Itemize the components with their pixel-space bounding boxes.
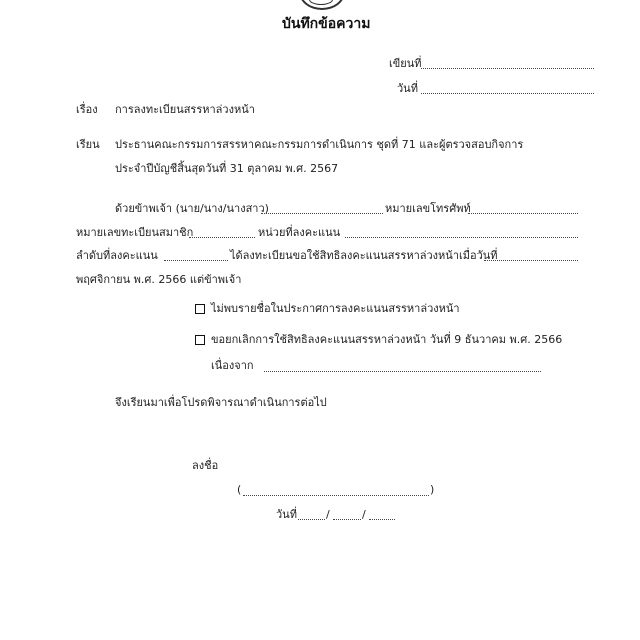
signature-year-field[interactable] — [369, 519, 395, 520]
option-cancel-checkbox[interactable] — [195, 335, 205, 345]
member-number-label: หมายเลขทะเบียนสมาชิก — [76, 226, 194, 239]
signature-date-sep-2: / — [362, 508, 366, 521]
cancel-reason-label: เนื่องจาก — [211, 359, 254, 372]
signer-name-field[interactable] — [243, 495, 429, 496]
registered-date-field[interactable] — [484, 260, 578, 261]
registered-text: ได้ลงทะเบียนขอใช้สิทธิลงคะแนนสรรหาล่วงหน้าเมื่อวันที่ — [230, 249, 498, 262]
addressee-label: เรียน — [76, 138, 100, 151]
organization-seal-logo — [299, 0, 345, 10]
voting-unit-field[interactable] — [345, 237, 578, 238]
phone-field[interactable] — [468, 213, 578, 214]
written-at-label: เขียนที่ — [389, 57, 422, 70]
option-not-found-checkbox[interactable] — [195, 304, 205, 314]
signature-date-sep-1: / — [326, 508, 330, 521]
written-at-field[interactable] — [421, 68, 594, 69]
signature-date-label: วันที่ — [276, 508, 297, 521]
vote-order-label: ลำดับที่ลงคะแนน — [76, 249, 158, 262]
addressee-line-1: ประธานคณะกรรมการสรรหาคณะกรรมการดำเนินการ ชุดที่ 71 และผู้ตรวจสอบกิจการ — [115, 138, 524, 151]
addressee-line-2: ประจำปีบัญชีสิ้นสุดวันที่ 31 ตุลาคม พ.ศ. 2567 — [115, 162, 339, 175]
date-field[interactable] — [421, 93, 594, 94]
signature-day-field[interactable] — [298, 519, 325, 520]
applicant-name-label: ด้วยข้าพเจ้า (นาย/นาง/นางสาว) — [115, 202, 269, 215]
closing-text: จึงเรียนมาเพื่อโปรดพิจารณาดำเนินการต่อไป — [115, 396, 327, 409]
voting-unit-label: หน่วยที่ลงคะแนน — [258, 226, 341, 239]
signature-month-field[interactable] — [333, 519, 361, 520]
subject-label: เรื่อง — [76, 103, 98, 116]
option-not-found-label: ไม่พบรายชื่อในประกาศการลงคะแนนสรรหาล่วงหน้า — [211, 302, 460, 315]
cancel-reason-field[interactable] — [264, 371, 541, 372]
signature-open-paren: ( — [237, 483, 242, 496]
date-label: วันที่ — [397, 82, 418, 95]
signature-close-paren: ) — [430, 483, 435, 496]
month-text: พฤศจิกายน พ.ศ. 2566 แต่ข้าพเจ้า — [76, 273, 242, 286]
subject-text: การลงทะเบียนสรรหาล่วงหน้า — [115, 103, 255, 116]
document-title: บันทึกข้อความ — [282, 16, 371, 32]
signature-label: ลงชื่อ — [192, 459, 219, 472]
applicant-name-field[interactable] — [261, 213, 383, 214]
member-number-field[interactable] — [189, 237, 255, 238]
option-cancel-label: ขอยกเลิกการใช้สิทธิลงคะแนนสรรหาล่วงหน้า วันที่ 9 ธันวาคม พ.ศ. 2566 — [211, 333, 563, 346]
vote-order-field[interactable] — [164, 260, 228, 261]
phone-label: หมายเลขโทรศัพท์ — [385, 202, 471, 215]
seal-emblem — [309, 0, 333, 5]
